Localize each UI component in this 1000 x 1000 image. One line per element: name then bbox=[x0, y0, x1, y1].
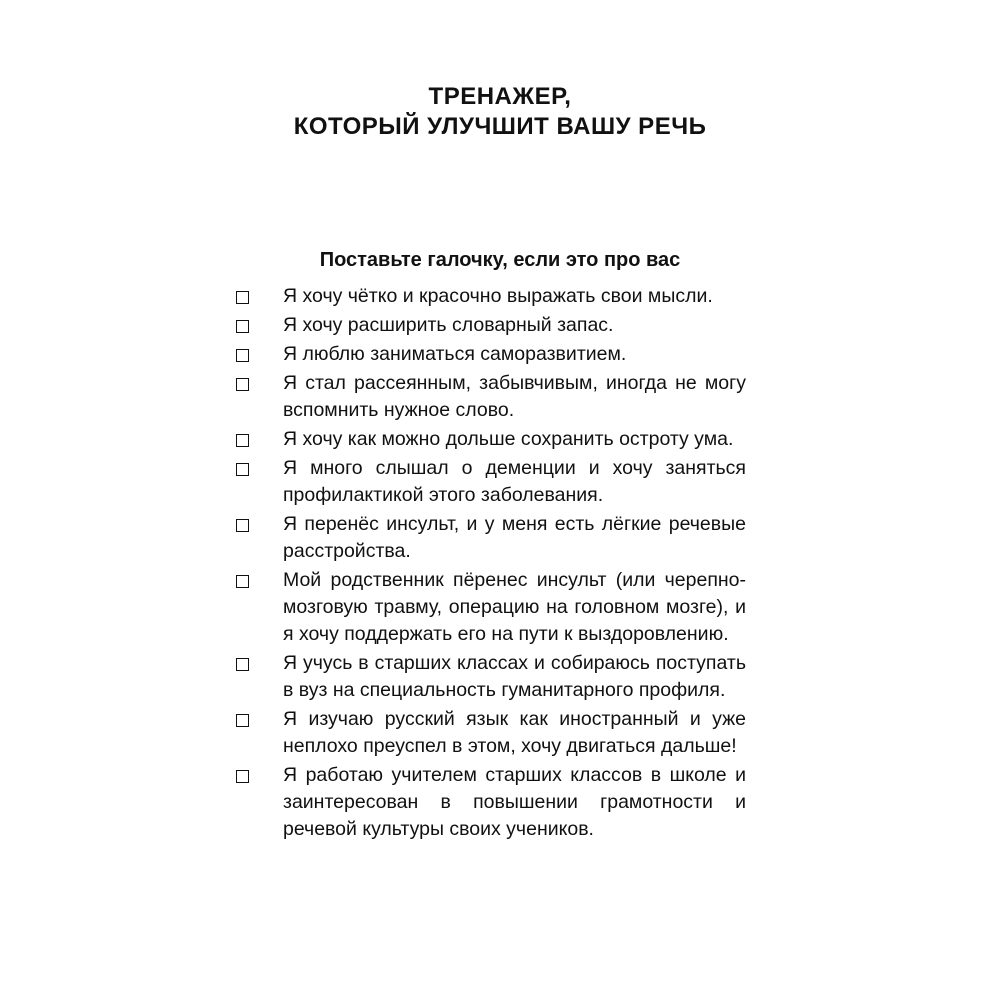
checkbox-icon[interactable] bbox=[236, 658, 249, 671]
checklist-item-8 bbox=[236, 567, 746, 648]
checkbox-icon[interactable] bbox=[236, 463, 249, 476]
checklist-item-text: Я изучаю русский язык как иностранный и уже неплохо преуспел в этом, хочу двигаться дальше! bbox=[283, 708, 746, 757]
checklist-item-2 bbox=[236, 312, 746, 339]
page-title bbox=[0, 82, 1000, 142]
checklist-item-6 bbox=[236, 455, 746, 509]
checkbox-icon[interactable] bbox=[236, 575, 249, 588]
checklist-item-text: Мой родственник пёренес инсульт (или черепно-мозговую травму, операцию на головном мозге), и я хочу поддержать его на пути к выздоровлению. bbox=[283, 569, 746, 645]
checklist-item-10 bbox=[236, 706, 746, 760]
checklist-item-5 bbox=[236, 426, 746, 453]
checklist bbox=[236, 283, 746, 845]
checkbox-icon[interactable] bbox=[236, 320, 249, 333]
checkbox-icon[interactable] bbox=[236, 770, 249, 783]
page-title-line-2: КОТОРЫЙ УЛУЧШИТ ВАШУ РЕЧЬ bbox=[293, 113, 707, 140]
checkbox-icon[interactable] bbox=[236, 519, 249, 532]
checkbox-icon[interactable] bbox=[236, 714, 249, 727]
checklist-item-1 bbox=[236, 283, 746, 310]
checklist-item-text: Я люблю заниматься саморазвитием. bbox=[283, 343, 627, 365]
checklist-item-text: Я перенёс инсульт, и у меня есть лёгкие речевые расстройства. bbox=[283, 513, 746, 562]
section-subtitle: Поставьте галочку, если это про вас bbox=[319, 249, 681, 271]
checkbox-icon[interactable] bbox=[236, 434, 249, 447]
checkbox-icon[interactable] bbox=[236, 378, 249, 391]
checklist-item-text: Я стал рассеянным, забывчивым, иногда не могу вспомнить нужное слово. bbox=[283, 372, 746, 421]
checkbox-icon[interactable] bbox=[236, 291, 249, 304]
checklist-item-text: Я хочу чётко и красочно выражать свои мысли. bbox=[283, 285, 713, 307]
checklist-item-text: Я учусь в старших классах и собираюсь поступать в вуз на специальность гуманитарного профиля. bbox=[283, 652, 746, 701]
checklist-item-text: Я хочу расширить словарный запас. bbox=[283, 314, 614, 336]
checklist-item-text: Я много слышал о деменции и хочу заняться профилактикой этого заболевания. bbox=[283, 457, 746, 506]
checklist-item-7 bbox=[236, 511, 746, 565]
checklist-item-9 bbox=[236, 650, 746, 704]
checklist-item-3 bbox=[236, 341, 746, 368]
page-title-line-1: ТРЕНАЖЕР, bbox=[428, 83, 572, 110]
checklist-item-text: Я хочу как можно дольше сохранить остроту ума. bbox=[283, 428, 734, 450]
checkbox-icon[interactable] bbox=[236, 349, 249, 362]
checklist-item-4 bbox=[236, 370, 746, 424]
checklist-item-11 bbox=[236, 762, 746, 843]
checklist-item-text: Я работаю учителем старших классов в школе и заинтересован в повышении грамотности и речевой культуры своих учеников. bbox=[283, 764, 746, 840]
